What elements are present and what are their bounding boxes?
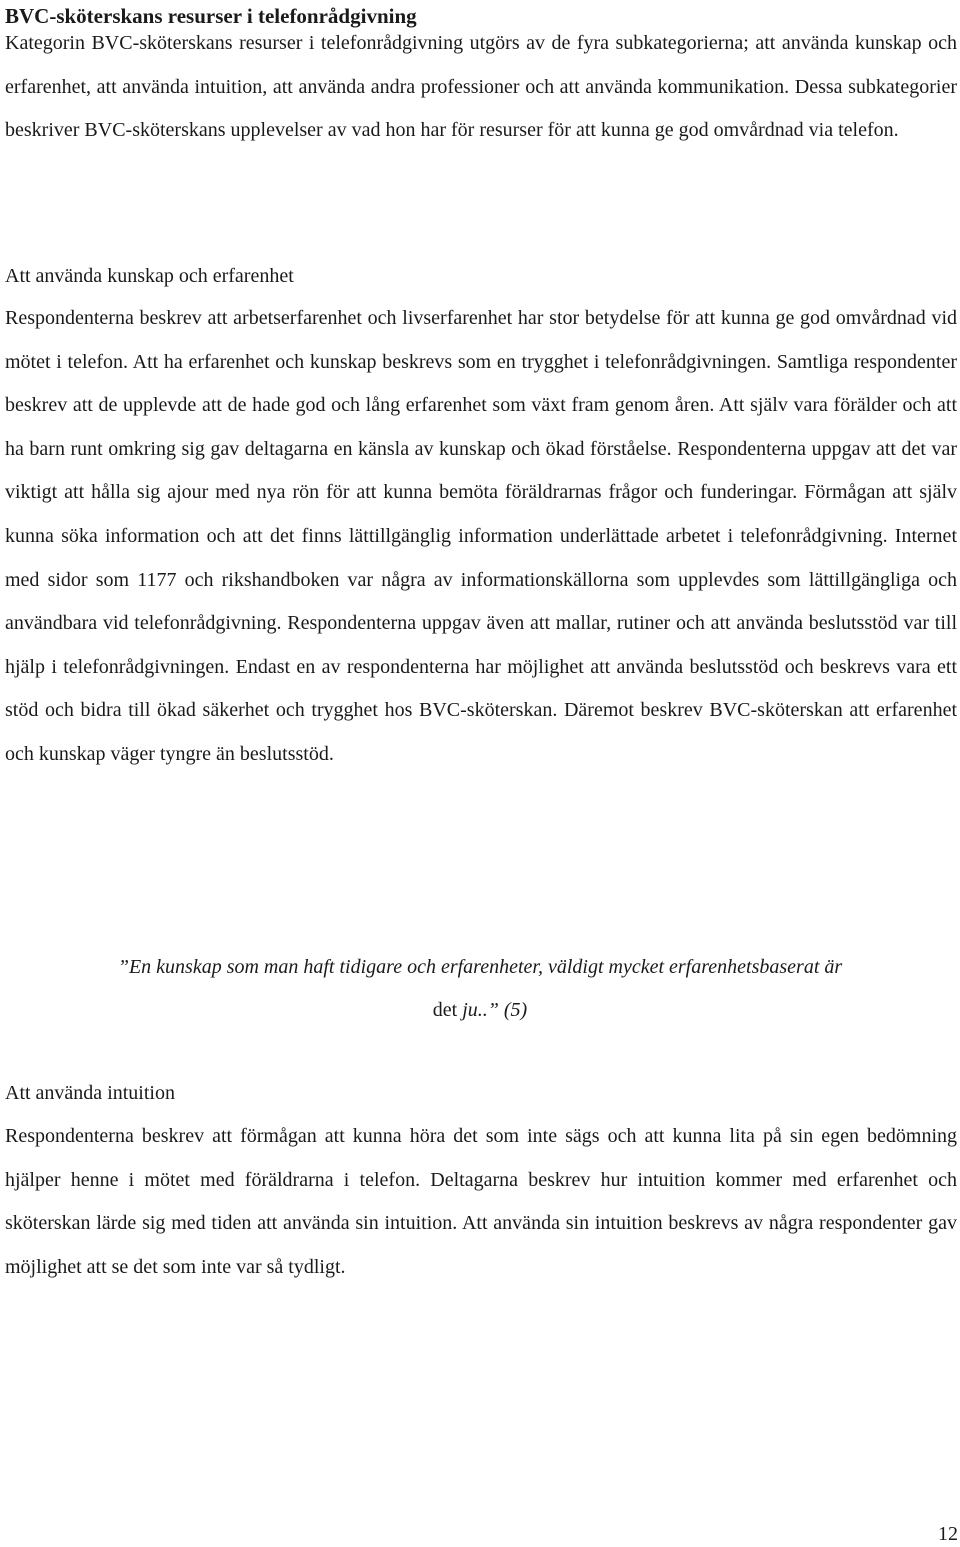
quote-text-2-end: ” (5) bbox=[487, 999, 528, 1021]
subheading-intuition: Att använda intuition bbox=[5, 1082, 175, 1104]
quote-text-1: ”En kunskap som man haft tidigare och erfarenheter, väldigt mycket erfarenhetsbaserat är bbox=[117, 956, 843, 978]
section-title: BVC-sköterskans resurser i telefonrådgivning bbox=[5, 4, 417, 28]
quote-line-2 bbox=[0, 989, 960, 1032]
subheading-knowledge-experience: Att använda kunskap och erfarenhet bbox=[5, 265, 294, 287]
quote-text-2-plain: det bbox=[432, 999, 463, 1021]
page-number: 12 bbox=[938, 1523, 958, 1545]
quote-text-2-italic: ju.. bbox=[462, 999, 488, 1021]
intuition-paragraph: Respondenterna beskrev att förmågan att kunna höra det som inte sägs och att kunna lita på sin egen bedömning hjälper henne i mötet med föräldrarna i telefon. Deltagarna beskrev hur intuition kommer med erfarenhet och sköterskan lärde sig med tiden att använda sin intuition. Att använda sin intuition beskrevs av några respondenter gav möjlighet att se det som inte var så tydligt. bbox=[5, 1125, 957, 1278]
quote-line-1 bbox=[0, 946, 960, 989]
intro-paragraph: Kategorin BVC-sköterskans resurser i telefonrådgivning utgörs av de fyra subkategorierna; att använda kunskap och erfarenhet, att använda intuition, att använda andra professioner och att använda kommunikation. Dessa subkategorier beskriver BVC-sköterskans upplevelser av vad hon har för resurser för att kunna ge god omvårdnad via telefon. bbox=[5, 32, 957, 142]
knowledge-experience-paragraph: Respondenterna beskrev att arbetserfarenhet och livserfarenhet har stor betydelse för att kunna ge god omvårdnad vid mötet i telefon. Att ha erfarenhet och kunskap beskrevs som en trygghet i telefonrådgivningen. Samtliga respondenter beskrev att de upplevde att de hade god och lång erfarenhet som växt fram genom åren. Att själv vara förälder och att ha barn runt omkring sig gav deltagarna en känsla av kunskap och ökad förståelse. Respondenterna uppgav att det var viktigt att hålla sig ajour med nya rön för att kunna bemöta föräldrarnas frågor och funderingar. Förmågan att själv kunna söka information och att det finns lättillgänglig information underlättade arbetet i telefonrådgivning. Internet med sidor som 1177 och rikshandboken var några av informationskällorna som upplevdes som lättillgängliga och användbara vid telefonrådgivning. Respondenterna uppgav även att mallar, rutiner och att använda beslutsstöd var till hjälp i telefonrådgivningen. Endast en av respondenterna har möjlighet att använda beslutsstöd och beskrevs vara ett stöd och bidra till ökad säkerhet och trygghet hos BVC-sköterskan. Däremot beskrev BVC-sköterskan att erfarenhet och kunskap väger tyngre än beslutsstöd. bbox=[5, 307, 957, 765]
